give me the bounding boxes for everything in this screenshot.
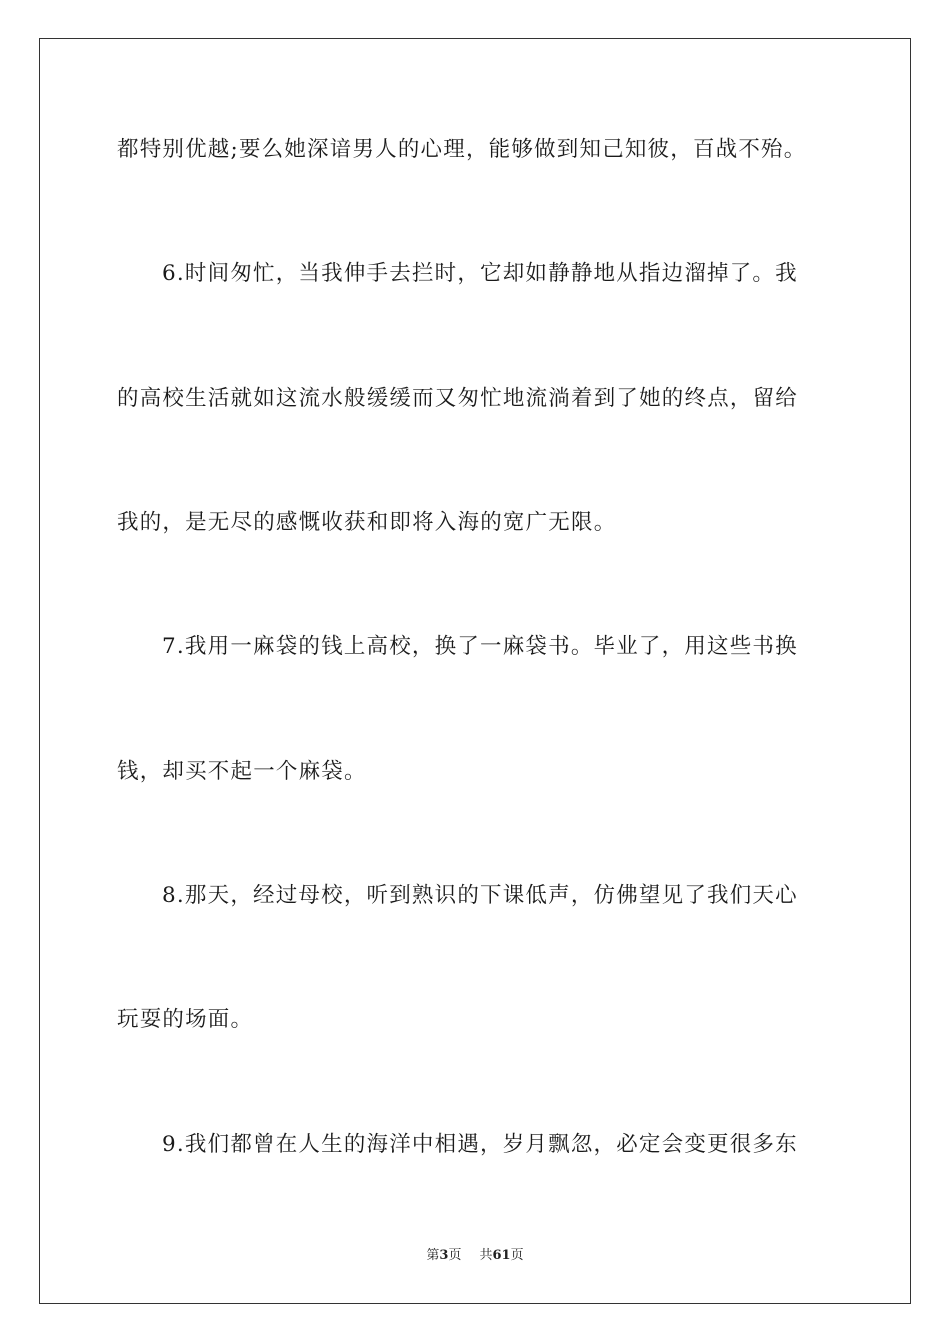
text-line: 6.时间匆忙，当我伸手去拦时，它却如静静地从指边溜掉了。我: [162, 261, 798, 286]
page-border: [39, 38, 911, 1304]
text-line: 我的，是无尽的感慨收获和即将入海的宽广无限。: [117, 510, 617, 535]
text-line: 9.我们都曾在人生的海洋中相遇，岁月飘忽，必定会变更很多东: [162, 1132, 798, 1157]
text-line: 玩耍的场面。: [117, 1007, 254, 1032]
text-line: 钱，却买不起一个麻袋。: [117, 759, 367, 784]
text-line: 都特别优越;要么她深谙男人的心理，能够做到知己知彼，百战不殆。: [117, 137, 807, 162]
page-suffix: 页: [448, 1248, 462, 1263]
total-prefix: 共: [479, 1248, 493, 1263]
text-line: 8.那天，经过母校，听到熟识的下课低声，仿佛望见了我们天心: [162, 883, 798, 908]
page-footer: [0, 1247, 950, 1265]
text-line: 7.我用一麻袋的钱上高校，换了一麻袋书。毕业了，用这些书换: [162, 634, 798, 659]
text-line: 的高校生活就如这流水般缓缓而又匆忙地流淌着到了她的终点，留给: [117, 386, 799, 411]
total-suffix: 页: [510, 1248, 524, 1263]
page-prefix: 第: [426, 1248, 440, 1263]
total-pages: 61: [492, 1248, 511, 1263]
page-number: 3: [439, 1248, 449, 1263]
